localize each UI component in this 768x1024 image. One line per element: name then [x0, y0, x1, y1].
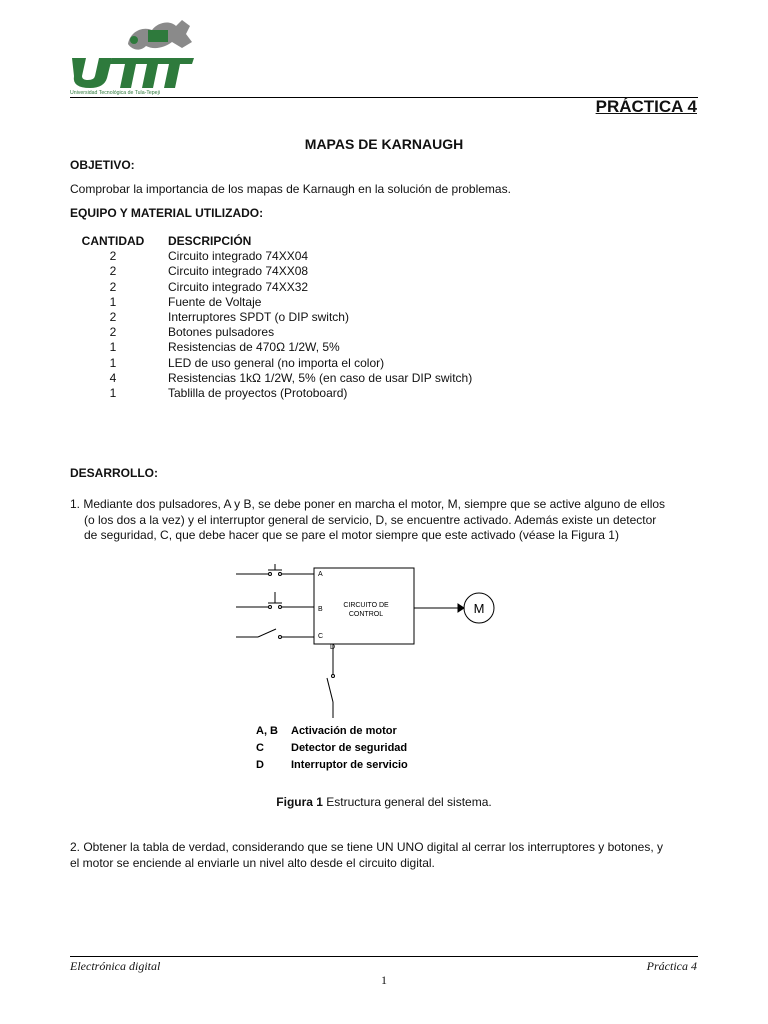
legend-key-ab: A, B: [256, 725, 278, 737]
footer-right: Práctica 4: [646, 959, 697, 973]
logo-wordmark: [72, 58, 194, 88]
objective-heading: OBJETIVO:: [70, 158, 135, 172]
step1-line2: (o los dos a la vez) y el interruptor general de servicio, D, se encuentre activado. Además existe un detector: [84, 512, 657, 527]
equipment-desc: Botones pulsadores: [168, 325, 275, 340]
logo-emblem-icon: [128, 20, 192, 50]
control-box-label-2: CONTROL: [348, 611, 384, 618]
legend-text-c: Detector de seguridad: [291, 742, 408, 754]
equipment-desc: Tablilla de proyectos (Protoboard): [168, 385, 348, 400]
pin-c-label: C: [318, 633, 324, 640]
page-title: MAPAS DE KARNAUGH: [304, 136, 464, 152]
switch-c-icon: [236, 629, 314, 639]
university-logo: [68, 14, 198, 96]
objective-text: Comprobar la importancia de los mapas de Karnaugh en la solución de problemas.: [70, 182, 511, 196]
pin-a-label: A: [318, 571, 323, 578]
practice-label: PRÁCTICA 4: [595, 97, 697, 116]
equipment-qty: 1: [109, 385, 117, 400]
logo-subtitle: Universidad Tecnológica de Tula-Tepeji: [70, 90, 160, 96]
footer-rule: [70, 956, 698, 957]
pushbutton-b-icon: [236, 592, 314, 609]
equipment-qty: 2: [109, 309, 117, 324]
legend-text-d: Interruptor de servicio: [291, 759, 408, 771]
equipment-qty: 2: [109, 325, 117, 340]
figure-caption-label: Figura 1: [276, 795, 323, 809]
equipment-qty: 2: [109, 264, 117, 279]
equipment-qty: 2: [109, 249, 117, 264]
development-heading: DESARROLLO:: [70, 466, 158, 480]
step2-line2: el motor se enciende al enviarle un nivel alto desde el circuito digital.: [70, 855, 435, 870]
equipment-desc: Fuente de Voltaje: [168, 294, 262, 309]
step1-line3: de seguridad, C, que debe hacer que se pare el motor siempre que este activado (véase la Figura 1): [84, 528, 619, 542]
pin-d-label: D: [330, 644, 336, 651]
equipment-desc: Circuito integrado 74XX08: [168, 264, 309, 279]
equipment-desc: Resistencias de 470Ω 1/2W, 5%: [168, 340, 340, 355]
legend-text-ab: Activación de motor: [291, 725, 397, 737]
equipment-desc: Circuito integrado 74XX04: [168, 249, 309, 264]
control-box-label-1: CIRCUITO DE: [343, 602, 389, 609]
col-desc-header: DESCRIPCIÓN: [168, 234, 252, 248]
footer-left: Electrónica digital: [70, 959, 161, 973]
step1-number: 1.: [70, 497, 81, 511]
motor-label: M: [473, 601, 485, 616]
equipment-heading: EQUIPO Y MATERIAL UTILIZADO:: [70, 206, 264, 220]
equipment-qty: 1: [109, 294, 117, 309]
equipment-qty: 1: [109, 340, 117, 355]
step2-line1: 2. Obtener la tabla de verdad, considerando que se tiene UN UNO digital al cerrar los interruptores y botones, y: [70, 840, 663, 854]
equipment-qty: 1: [109, 355, 117, 370]
pin-b-label: B: [318, 606, 323, 613]
col-qty-header: CANTIDAD: [81, 234, 145, 248]
switch-d-icon: [327, 644, 335, 718]
figure-caption-text: Estructura general del sistema.: [322, 795, 492, 809]
step1-line1: Mediante dos pulsadores, A y B, se debe poner en marcha el motor, M, siempre que se active alguno de ellos: [83, 497, 666, 511]
equipment-qty: 2: [109, 279, 117, 294]
step1-paragraph: [70, 497, 698, 544]
page-number: 1: [381, 973, 387, 987]
pushbutton-a-icon: [236, 564, 314, 576]
legend-key-d: D: [256, 759, 264, 771]
legend-key-c: C: [256, 742, 264, 754]
equipment-desc: LED de uso general (no importa el color): [168, 355, 385, 370]
equipment-qty: 4: [109, 370, 117, 385]
step2-paragraph: [70, 840, 698, 871]
equipment-desc: Interruptores SPDT (o DIP switch): [168, 309, 349, 324]
figure-1-diagram: [232, 556, 502, 776]
figure-caption: [0, 795, 768, 809]
equipment-desc: Resistencias 1kΩ 1/2W, 5% (en caso de usar DIP switch): [168, 370, 473, 385]
equipment-desc: Circuito integrado 74XX32: [168, 279, 309, 294]
